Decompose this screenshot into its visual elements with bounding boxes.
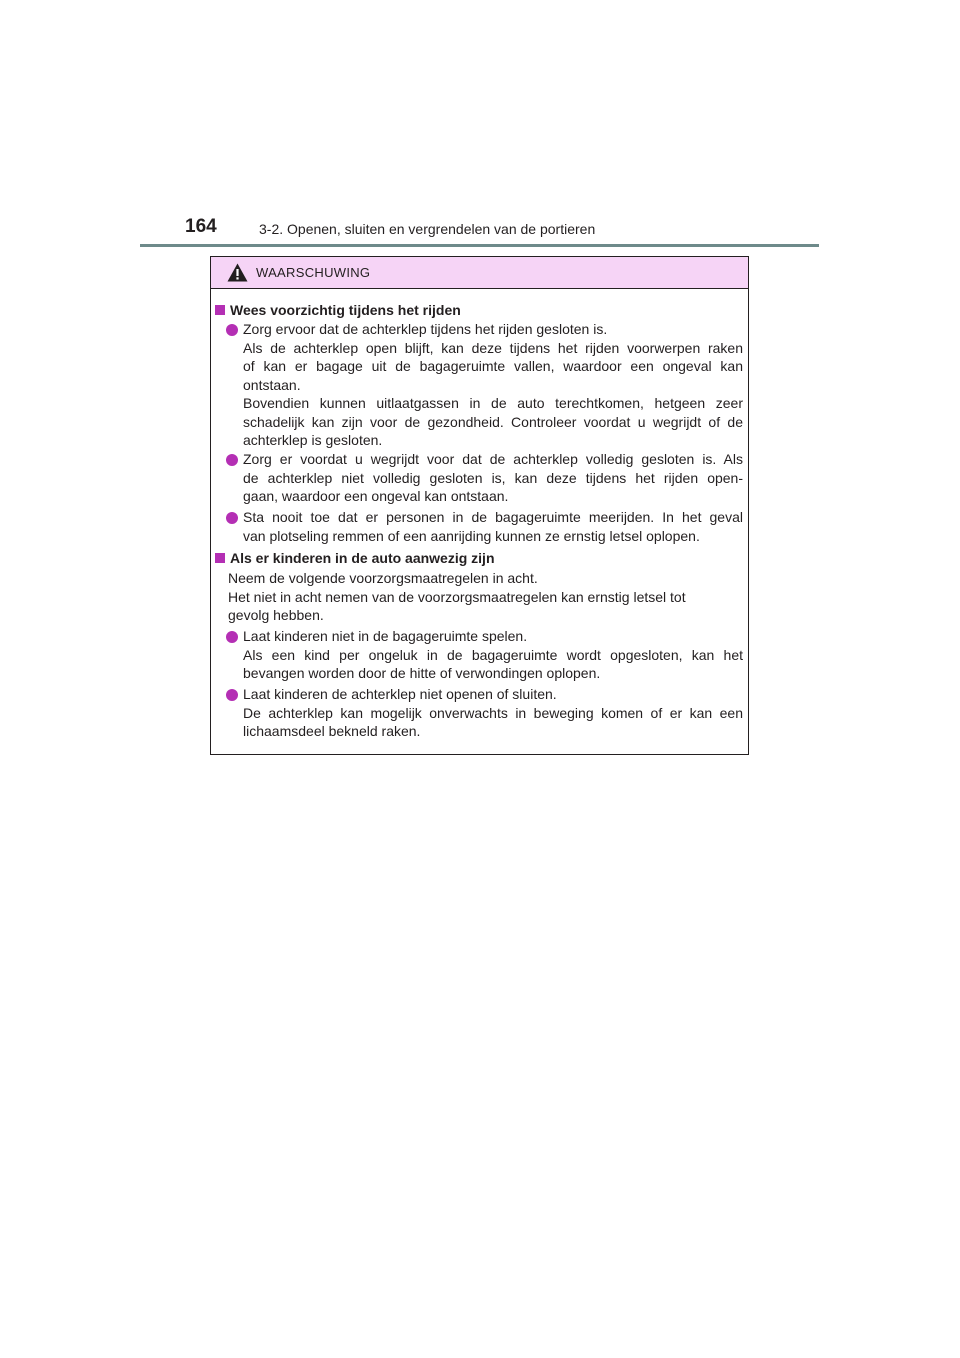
intro-text: Neem de volgende voorzorgsmaatregelen in acht. Het niet in acht nemen van de voorzorgsmaatregelen kan ernstig letsel tot gevolg hebben. — [228, 570, 686, 623]
section-heading: Als er kinderen in de auto aanwezig zijn — [215, 549, 495, 567]
bullet-text: Laat kinderen de achterklep niet openen of sluiten. De achterklep kan mogelijk onverwachts in beweging komen of er kan een lichaamsdeel bekneld raken. — [243, 686, 743, 739]
bullet-text: Zorg ervoor dat de achterklep tijdens het rijden gesloten is. Als de achterklep open blijft, kan deze tijdens het rijden voorwerpen raken of kan er bagage uit de bagageruimte vallen, waardoor een ongeval kan ontstaan. Bovendien kunnen uitlaatgassen in de auto terechtkomen, hetgeen zeer schadelijk kan zijn voor de gezondheid. Controleer voordat u wegrijdt of de achterklep is gesloten. — [243, 321, 743, 448]
square-bullet-icon — [215, 305, 225, 315]
round-bullet-icon — [226, 512, 238, 524]
round-bullet-icon — [226, 454, 238, 466]
bullet-text: Zorg er voordat u wegrijdt voor dat de achterklep volledig gesloten is. Als de achterklep niet volledig gesloten is, kan deze tijdens het rijden open- gaan, waardoor een ongeval kan ontstaan. — [243, 451, 743, 504]
page-number: 164 — [185, 216, 217, 237]
square-bullet-icon — [215, 553, 225, 563]
bullet-text: Laat kinderen niet in de bagageruimte spelen. Als een kind per ongeluk in de bagageruimte wordt opgesloten, kan het bevangen worden door de hitte of verwondingen oplopen. — [243, 628, 743, 681]
round-bullet-icon — [226, 689, 238, 701]
header-rule — [140, 244, 819, 247]
bullet-text: Sta nooit toe dat er personen in de bagageruimte meerijden. In het geval van plotseling remmen of een aanrijding kunnen ze ernstig letsel oplopen. — [243, 509, 743, 544]
section-title: 3-2. Openen, sluiten en vergrendelen van de portieren — [259, 221, 596, 237]
section-heading: Wees voorzichtig tijdens het rijden — [215, 301, 461, 319]
warning-title: WAARSCHUWING — [256, 265, 371, 280]
warning-content — [211, 257, 748, 754]
warning-box — [210, 256, 749, 755]
round-bullet-icon — [226, 631, 238, 643]
round-bullet-icon — [226, 324, 238, 336]
